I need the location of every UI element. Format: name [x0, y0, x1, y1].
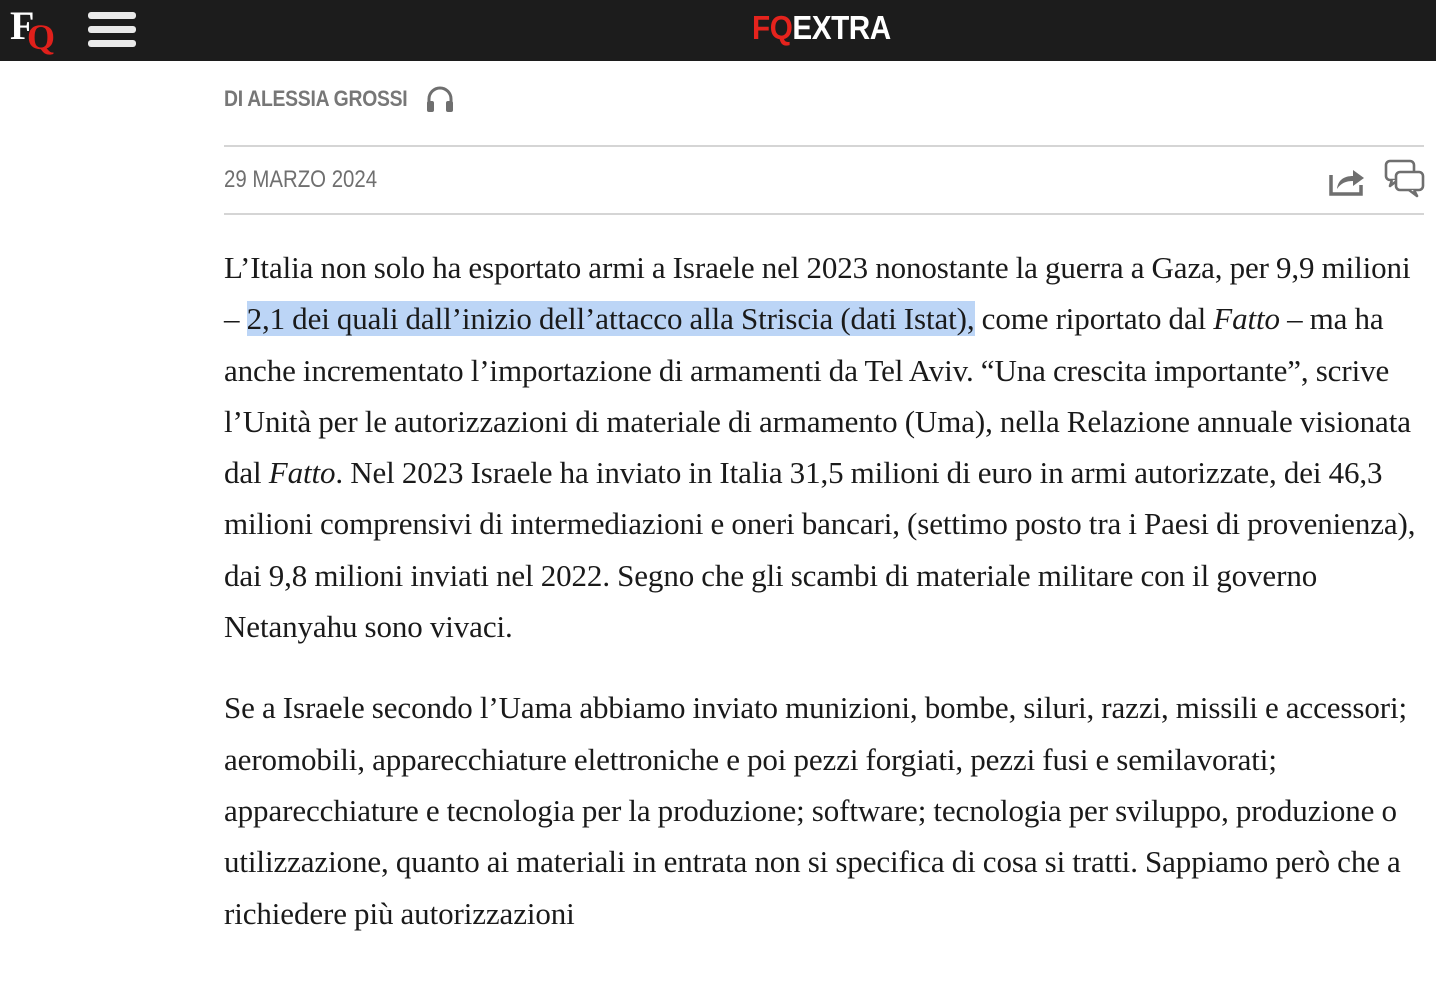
- divider-top: [224, 145, 1424, 147]
- p1-fatto-1: Fatto: [1213, 301, 1280, 337]
- p1-fatto-2: Fatto: [268, 455, 336, 491]
- paragraph-2: Se a Israele secondo l’Uama abbiamo inviato munizioni, bombe, siluri, razzi, missili e accessori; aeromobili, apparecchiature elettroniche e poi pezzi forgiati, pezzi fusi e semilavorati; apparecchiature e tecnologia per la produzione; software; tecnologia per sviluppo, produzione o utilizzazione, quanto ai materiali in entrata non si specifica di cosa si tratti. Sappiamo però che a richiedere più autorizzazioni: [224, 690, 1407, 931]
- logo-letter-q: Q: [27, 17, 56, 57]
- top-bar: [0, 0, 1436, 61]
- section-brand[interactable]: [752, 8, 891, 48]
- selected-text-highlight[interactable]: 2,1 dei quali dall’inizio dell’attacco alla Striscia (dati Istat),: [246, 301, 975, 337]
- p1-text-d: . Nel 2023 Israele ha inviato in Italia 31,5 milioni di euro in armi autorizzate, dei 46,3 milioni comprensivi di intermediazioni e oneri bancari, (settimo posto tra i Paesi di provenienza), dai 9,8 milioni inviati nel 2022. Segno che gli scambi di materiale militare con il governo Netanyahu sono vivaci.: [224, 455, 1416, 645]
- share-icon[interactable]: [1328, 163, 1366, 197]
- author-byline[interactable]: DI ALESSIA GROSSI: [224, 86, 408, 111]
- logo-letter-f: F: [10, 3, 35, 48]
- fq-logo[interactable]: [10, 3, 60, 57]
- p1-text-a: L’Italia non solo ha esportato armi a Israele nel 2023 nonostante la guerra a Gaza, per 9,9 milioni –: [224, 250, 1411, 337]
- comments-icon[interactable]: [1384, 158, 1426, 198]
- brand-extra: EXTRA: [792, 9, 891, 46]
- headphones-icon[interactable]: [424, 84, 456, 114]
- p1-text-c: – ma ha anche incrementato l’importazione di armamenti da Tel Aviv. “Una crescita importante”, scrive l’Unità per le autorizzazioni di materiale di armamento (Uma), nella Relazione annuale visionata dal: [224, 301, 1411, 491]
- p1-text-b: come riportato dal: [974, 301, 1214, 337]
- divider-bottom: [224, 213, 1424, 215]
- brand-fq: FQ: [752, 9, 793, 46]
- publish-date: 29 MARZO 2024: [224, 166, 378, 193]
- article-body: [224, 242, 1429, 939]
- menu-icon[interactable]: [88, 10, 136, 48]
- paragraph-1: [224, 242, 1429, 652]
